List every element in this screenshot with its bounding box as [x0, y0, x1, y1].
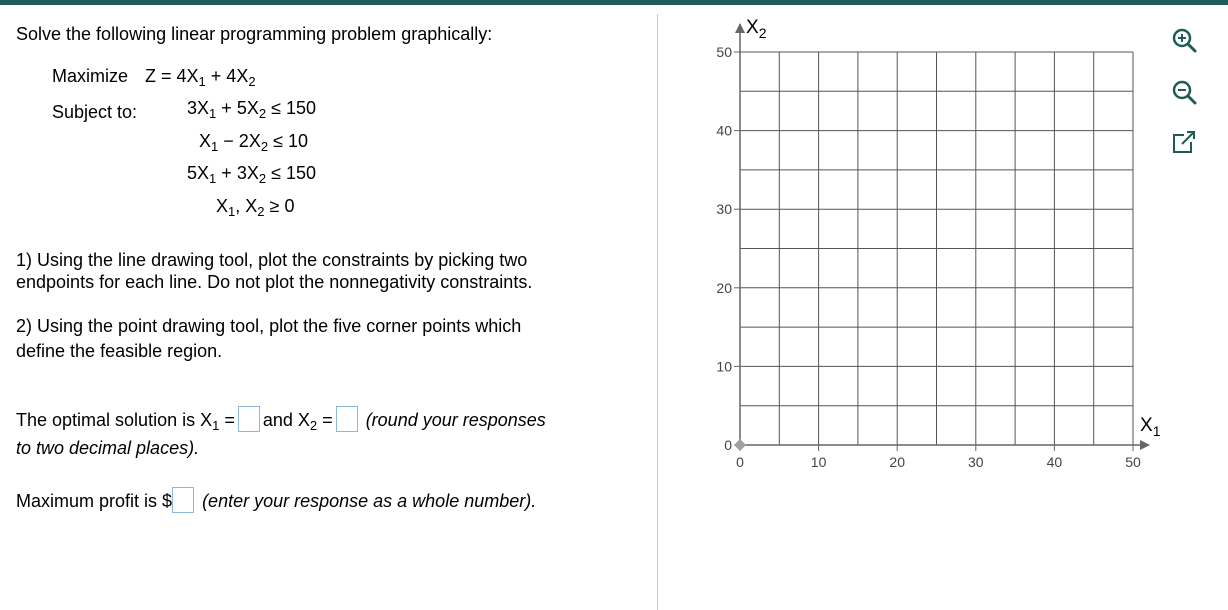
- nonnegativity-constraint: $X_1$, $X_2 \ge 0$: [216, 196, 295, 219]
- rounding-note-1: (round your responses: [365, 410, 546, 430]
- constraint-rel: ≤: [271, 163, 281, 183]
- var-x: X: [248, 131, 261, 151]
- optimal-solution-line: The optimal solution is $X_1$ = and $X_2$ = (round your responses: [16, 406, 546, 432]
- objective-lhs: Z: [145, 66, 156, 86]
- maximize-label: Maximize: [52, 66, 129, 86]
- constraint-rhs: 10: [287, 131, 309, 151]
- and-x-text: and X: [262, 410, 310, 430]
- grid-lines: [740, 52, 1133, 445]
- constraint-rel: ≤: [273, 131, 283, 151]
- rounding-note-line-2: [16, 438, 199, 459]
- intro-text: Solve the following linear programming problem graphically:: [16, 24, 493, 44]
- x1-answer-input[interactable]: [238, 406, 260, 432]
- constraint-rel: ≥: [269, 196, 280, 216]
- x-tick-label: 0: [736, 454, 744, 470]
- expand-icon[interactable]: [1170, 128, 1198, 156]
- rounding-note-2: to two decimal places).: [16, 438, 200, 458]
- instruction-1-line-1: 1) Using the line drawing tool, plot the constraints by picking two: [16, 250, 528, 270]
- constraint-1: $3X_1 + 5X_2 \le 150$: [187, 98, 317, 121]
- var-x: X: [246, 98, 259, 118]
- profit-note: (enter your response as a whole number).: [202, 491, 537, 511]
- constraint-coef: 2: [238, 131, 249, 151]
- x-axis-sub: 1: [1152, 423, 1161, 439]
- graph-area[interactable]: [658, 0, 1218, 610]
- svg-text:X2: [746, 17, 767, 41]
- constraint-rhs: 0: [284, 196, 295, 216]
- equals-sign: =: [322, 410, 333, 430]
- var-x: X: [199, 131, 212, 151]
- objective-c1: 4: [176, 66, 187, 86]
- x2-answer-input[interactable]: [336, 406, 358, 432]
- y-tick-label: 30: [716, 201, 732, 218]
- var-x: X: [216, 196, 229, 216]
- var-x: X: [197, 98, 210, 118]
- constraint-2: $X_1 - 2X_2 \le 10$: [199, 131, 309, 154]
- profit-prefix: Maximum profit is $: [16, 491, 173, 511]
- x-tick-label: 20: [889, 454, 905, 470]
- constraint-rhs: 150: [286, 163, 317, 183]
- y-tick-label: 40: [716, 122, 732, 139]
- profit-line: [16, 487, 536, 513]
- equals-sign: =: [224, 410, 235, 430]
- x-tick-label: 30: [968, 454, 984, 470]
- constraint-3: $5X_1 + 3X_2 \le 150$: [187, 163, 317, 186]
- axis-labels: [746, 17, 1161, 439]
- svg-text:X1: [1140, 415, 1161, 439]
- subject-to-label: Subject to:: [52, 102, 138, 122]
- optimal-prefix: The optimal solution is X: [16, 410, 213, 430]
- y-tick-label: 10: [716, 358, 732, 375]
- zoom-out-icon[interactable]: [1170, 78, 1198, 106]
- constraint-op: −: [223, 131, 234, 151]
- constraint-rhs: 150: [286, 98, 317, 118]
- zoom-in-icon[interactable]: [1170, 26, 1198, 54]
- var-x: X: [197, 163, 210, 183]
- y-tick-label: 50: [716, 44, 732, 60]
- y-axis-label: X: [746, 17, 759, 38]
- instruction-2-line-1: 2) Using the point drawing tool, plot the five corner points which: [16, 316, 522, 336]
- constraint-coef: 3: [187, 98, 198, 118]
- instruction-2-line-2: define the feasible region.: [16, 341, 223, 361]
- instruction-1-line-2: endpoints for each line. Do not plot the nonnegativity constraints.: [16, 272, 533, 292]
- axes: [740, 24, 1149, 445]
- var-x: X: [236, 66, 249, 86]
- plotted-points[interactable]: [734, 439, 746, 451]
- constraint-op: +: [221, 163, 232, 183]
- constraint-coef: 5: [187, 163, 198, 183]
- y-tick-label: 20: [716, 279, 732, 296]
- constraint-op: +: [221, 98, 232, 118]
- y-tick-label: 0: [724, 437, 732, 453]
- constraint-coef: 3: [236, 163, 247, 183]
- var-x: X: [186, 66, 199, 86]
- constraint-coef: 5: [236, 98, 247, 118]
- constraint-rel: ≤: [271, 98, 281, 118]
- objective-function: $Z = 4X_1 + 4X_2$: [145, 66, 256, 89]
- profit-answer-input[interactable]: [172, 487, 194, 513]
- var-x: X: [245, 196, 258, 216]
- x-tick-label: 50: [1125, 454, 1141, 470]
- x-tick-label: 40: [1046, 454, 1063, 470]
- y-axis-sub: 2: [758, 25, 767, 41]
- var-x: X: [246, 163, 259, 183]
- x-axis-label: X: [1140, 415, 1153, 436]
- x-tick-label: 10: [810, 454, 827, 470]
- origin-point-marker[interactable]: [734, 439, 746, 451]
- objective-c2: 4: [226, 66, 237, 86]
